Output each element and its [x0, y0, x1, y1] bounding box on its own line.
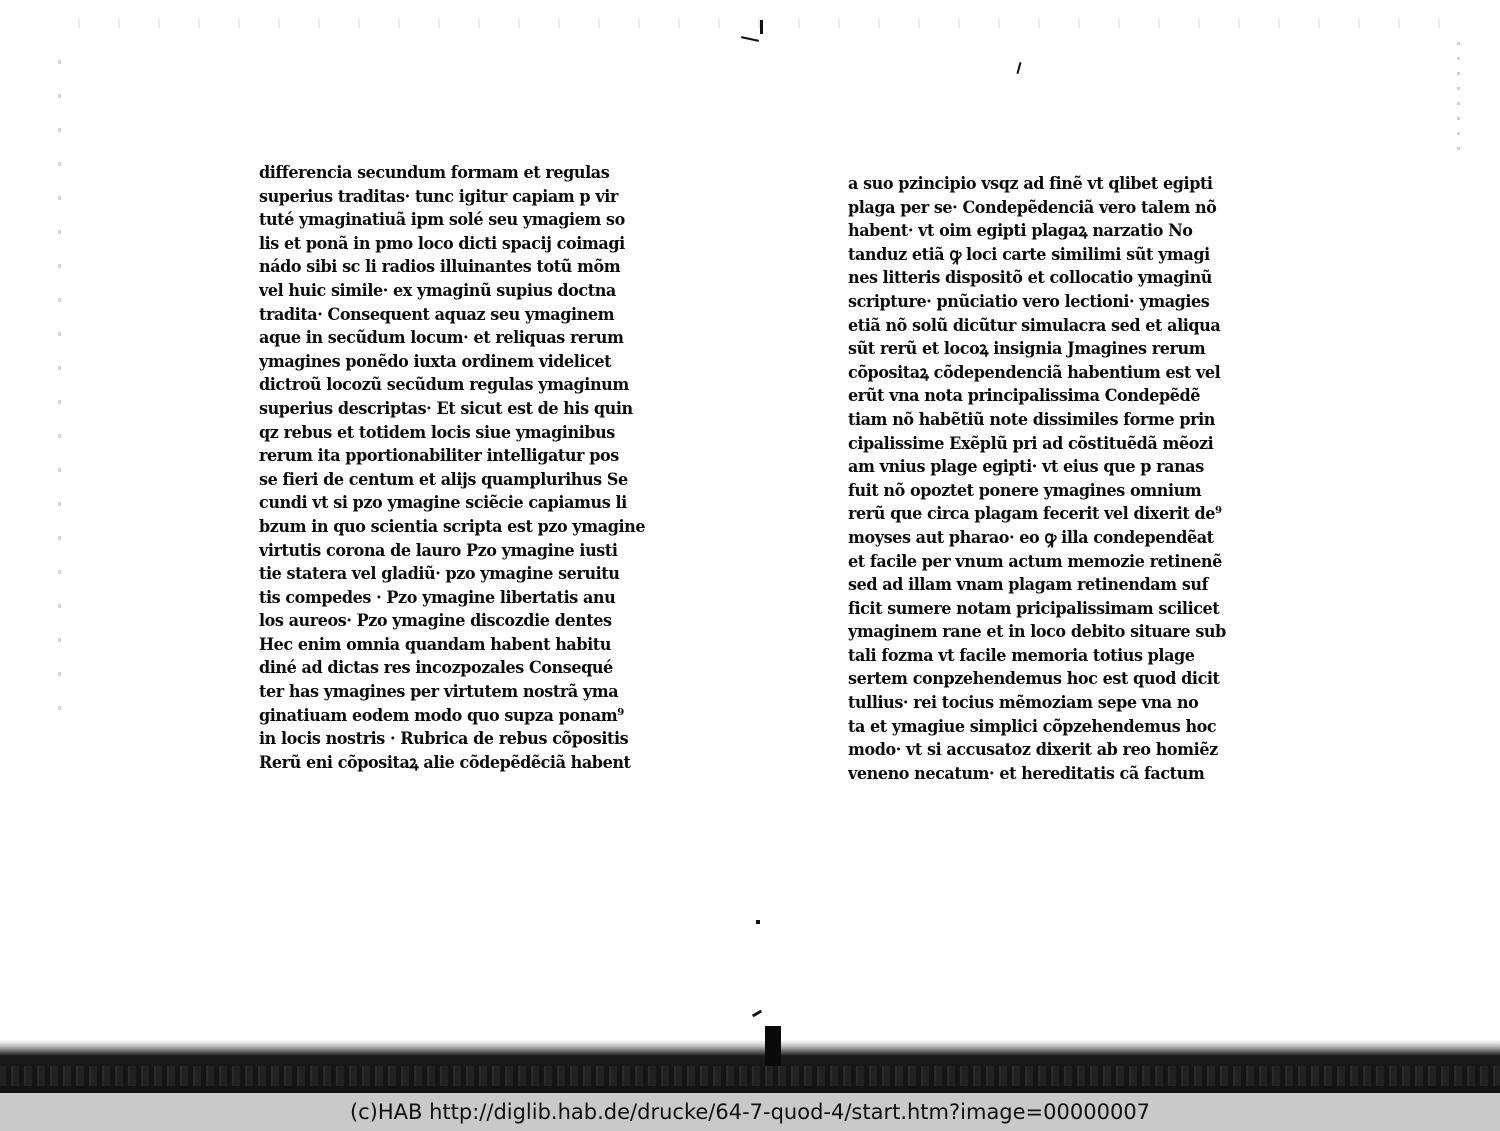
book-spine — [765, 1026, 781, 1066]
text-line: dictroũ locozũ secũdum regulas ymaginum — [259, 375, 629, 396]
text-line: cõpositaꝝ cõdependenciã habentium est vel — [848, 362, 1221, 383]
text-line: tie statera vel gladiũ· pzo ymagine seruitu — [259, 564, 620, 585]
text-line: Hec enim omnia quandam habent habitu — [259, 634, 611, 655]
text-line: moyses aut pharao· eo ꝙ illa condependẽat — [848, 527, 1214, 548]
text-line: ta et ymagiue simplici cõpzehendemus hoc — [848, 716, 1217, 737]
text-line: in locis nostris · Rubrica de rebus cõpositis — [259, 729, 629, 750]
gutter-mark — [752, 1010, 762, 1018]
text-line: los aureos· Pzo ymagine discozdie dentes — [259, 611, 612, 632]
gutter-mark — [1016, 62, 1021, 74]
text-line: rerum ita pportionabiliter intelligatur pos — [259, 446, 619, 467]
left-page-text — [259, 162, 679, 775]
text-line: tiam nõ habẽtiũ note dissimiles forme prin — [848, 409, 1215, 430]
text-line: tuté ymaginatiuã ipm solé seu ymagiem so — [259, 210, 625, 231]
text-line: et facile per vnum actum memozie retinenẽ — [848, 551, 1222, 572]
right-page-text — [848, 173, 1273, 786]
scan-bottom-shadow — [0, 1040, 1500, 1093]
copyright-url-text: (c)HAB http://diglib.hab.de/drucke/64-7-quod-4/start.htm?image=00000007 — [349, 1100, 1151, 1124]
text-line: veneno necatum· et hereditatis cã factum — [848, 763, 1205, 784]
text-line: ymagines ponẽdo iuxta ordinem videlicet — [259, 351, 612, 372]
text-line: cipalissime Exẽplũ pri ad cõstituẽdã mẽozi — [848, 433, 1214, 454]
text-line: ficit sumere notam pricipalissimam scilicet — [848, 598, 1220, 619]
text-line: tali fozma vt facile memoria totius plage — [848, 645, 1195, 666]
gutter-mark — [741, 36, 759, 42]
copyright-footer — [0, 1093, 1500, 1131]
text-line: cundi vt si pzo ymagine sciẽcie capiamus li — [259, 493, 627, 514]
text-line: superius traditas· tunc igitur capiam p vir — [259, 186, 618, 207]
text-line: tullius· rei tocius mẽmoziam sepe vna no — [848, 693, 1199, 714]
text-line: ymaginem rane et in loco debito situare sub — [848, 622, 1226, 643]
text-line: nádo sibi sc li radios illuinantes totũ mõm — [259, 257, 621, 278]
text-line: a suo pzincipio vsqz ad finẽ vt qlibet egipti — [848, 174, 1213, 194]
text-line: fuit nõ opoztet ponere ymagines omnium — [848, 480, 1202, 501]
text-line: erũt vna nota principalissima Condepẽdẽ — [848, 386, 1200, 407]
text-line: tis compedes · Pzo ymagine libertatis anu — [259, 587, 616, 608]
text-line: virtutis corona de lauro Pzo ymagine iusti — [259, 540, 618, 561]
page-right-edge — [1457, 30, 1460, 150]
gutter-mark — [756, 920, 760, 924]
text-line: ginatiuam eodem modo quo supza ponam⁹ — [259, 705, 624, 726]
text-line: habent· vt oim egipti plagaꝝ narzatio No — [848, 221, 1193, 242]
text-line: sertem conpzehendemus hoc est quod dicit — [848, 669, 1220, 690]
gutter-mark — [760, 20, 763, 34]
text-line: tradita· Consequent aquaz seu ymaginem — [259, 304, 615, 325]
text-line: sũt rerũ et locoꝝ insignia Jmagines rerum — [848, 339, 1206, 360]
text-line: etiã nõ solũ dicũtur simulacra sed et aliqua — [848, 315, 1221, 336]
text-line: bzum in quo scientia scripta est pzo ymagine — [259, 516, 646, 537]
text-line: superius descriptas· Et sicut est de his quin — [259, 398, 633, 419]
page-left-edge — [58, 30, 61, 710]
text-line: vel huic simile· ex ymaginũ supius doctna — [259, 280, 616, 301]
text-line: rerũ que circa plagam fecerit vel dixerit de⁹ — [848, 504, 1222, 525]
text-line: qz rebus et totidem locis siue ymaginibus — [259, 422, 615, 443]
text-line: Rerũ eni cõpositaꝝ alie cõdepẽdẽciã habent — [259, 752, 631, 773]
text-line: plaga per se· Condepẽdenciã vero talem nõ — [848, 197, 1217, 218]
text-line: differencia secundum formam et regulas — [259, 163, 610, 183]
text-line: se fieri de centum et alijs quamplurihus Se — [259, 469, 628, 490]
text-line: scripture· pnũciatio vero lectioni· ymagies — [848, 291, 1210, 312]
text-line: modo· vt si accusatoz dixerit ab reo homiẽz — [848, 740, 1218, 761]
text-line: diné ad dictas res incozpozales Consequé — [259, 658, 613, 679]
text-line: nes litteris dispositõ et collocatio ymaginũ — [848, 268, 1212, 289]
text-line: tanduz etiã ꝙ loci carte similimi sũt ymagi — [848, 244, 1210, 265]
text-line: ter has ymagines per virtutem nostrã yma — [259, 682, 619, 703]
text-line: sed ad illam vnam plagam retinendam suf — [848, 575, 1209, 596]
page-top-edge — [60, 18, 1440, 28]
text-line: lis et ponã in pmo loco dicti spacij coimagi — [259, 233, 625, 254]
text-line: aque in secũdum locum· et reliquas rerum — [259, 328, 624, 349]
text-line: am vnius plage egipti· vt eius que p ranas — [848, 457, 1204, 478]
